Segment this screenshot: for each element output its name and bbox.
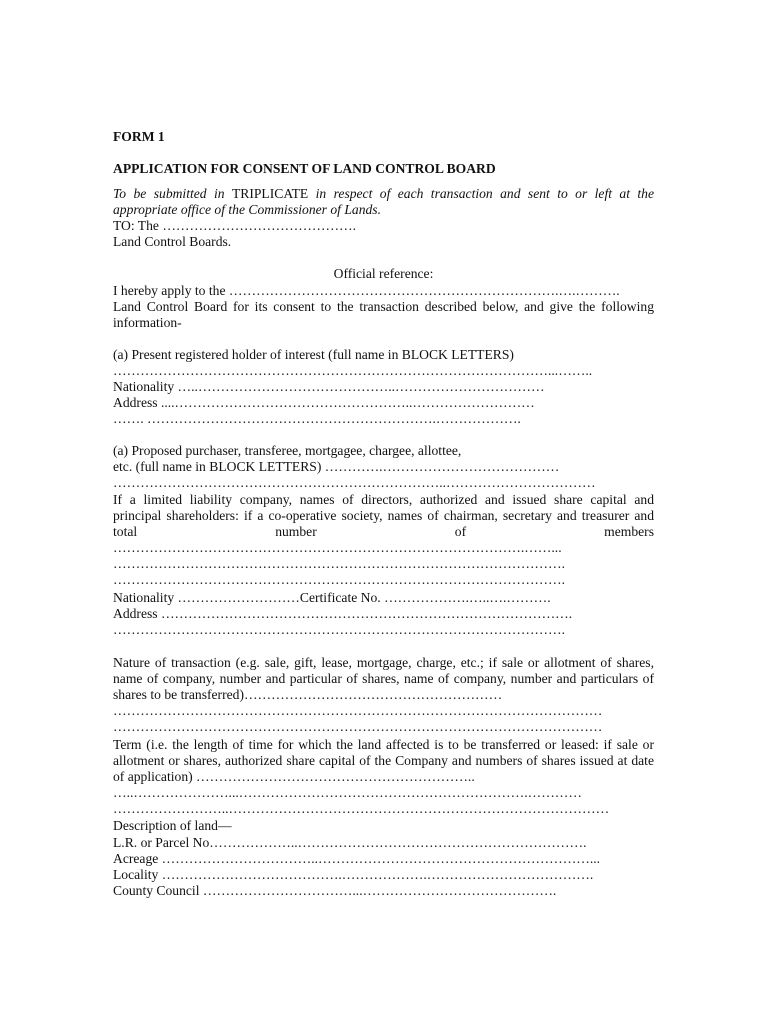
nature-dots-2: ……………………………………………………………………………………………… [113, 719, 603, 734]
holder-dots-2: ……. ……………………………………………………….………………. [113, 411, 521, 426]
term-line-1: Term (i.e. the length of time for which the land affected is to be transferred or leased: if sale or [113, 737, 654, 752]
term-line-2: allotment or shares, authorized share capital of the Company and numbers of shares issued at date [113, 753, 654, 768]
purchaser-line-2: etc. (full name in BLOCK LETTERS) ………….………………………………… [113, 459, 560, 474]
nature-line-3: shares to be transferred)………………………………………………… [113, 687, 503, 702]
purchaser-line-1: (a) Proposed purchaser, transferee, mortgagee, chargee, allottee, [113, 443, 462, 458]
purchaser-address: Address ………………………………………………………………………………. [113, 606, 573, 621]
land-heading: Description of land— [113, 818, 232, 833]
land-lr-parcel: L.R. or Parcel No………………..………………………………………………………. [113, 835, 587, 850]
holder-dots-1: ……………………………………………………………………………………...…….. [113, 363, 593, 378]
company-line-1: If a limited liability company, names of directors, authorized and issued share capital and [113, 492, 654, 507]
land-acreage: Acreage ……………………………..……………………………………………………... [113, 851, 601, 866]
form-number: FORM 1 [113, 129, 165, 144]
purchaser-dots-3: ………………………………………………………………………………………. [113, 556, 565, 571]
term-dots-2: ……………………..………………………………………………………………………… [113, 801, 610, 816]
intro-line-2: appropriate office of the Commissioner of Lands. [113, 202, 381, 217]
apply-line-3: information- [113, 315, 182, 330]
nature-line-2: name of company, number and particular of shares, name of company, number and particulars of [113, 671, 654, 686]
purchaser-dots-2: ……………………………………………………………………………….……... [113, 540, 562, 555]
holder-address: Address ....……………………………………………..……………………… [113, 395, 535, 410]
purchaser-dots-1: ………………………………………………………………..…………………………… [113, 475, 596, 490]
land-locality: Locality ………………………………….……………….………………………………. [113, 867, 594, 882]
company-line-3: total number of members [113, 524, 654, 539]
purchaser-dots-5: ………………………………………………………………………………………. [113, 622, 565, 637]
term-dots-1: …..…………………...……………………………………………………….………… [113, 785, 582, 800]
nature-line-1: Nature of transaction (e.g. sale, gift, lease, mortgage, charge, etc.; if sale or allotment of shares, [113, 655, 654, 670]
purchaser-dots-4: ………………………………………………………………………………………. [113, 572, 565, 587]
holder-heading: (a) Present registered holder of interest (full name in BLOCK LETTERS) [113, 347, 514, 362]
term-line-3: of application) …………………………………………………….. [113, 769, 475, 784]
intro-line-1: To be submitted in TRIPLICATE in respect of each transaction and sent to or left at the [113, 186, 654, 201]
holder-nationality: Nationality …..……………………………………..…………………………… [113, 379, 545, 394]
company-line-2: principal shareholders: if a co-operative society, names of chairman, secretary and treasurer and [113, 508, 654, 523]
purchaser-nationality: Nationality ………………………Certificate No. ……………….…..….………. [113, 590, 551, 605]
land-county-council: County Council ……………………………...……………………………………. [113, 883, 557, 898]
form-title: APPLICATION FOR CONSENT OF LAND CONTROL BOARD [113, 161, 496, 176]
apply-line-1: I hereby apply to the ……………………………………………………………….….………. [113, 283, 620, 298]
nature-dots-1: ……………………………………………………………………………………………… [113, 703, 603, 718]
board-line: Land Control Boards. [113, 234, 232, 249]
official-reference: Official reference: [333, 266, 434, 281]
apply-line-2: Land Control Board for its consent to the transaction described below, and give the following [113, 299, 654, 314]
to-line: TO: The ……………………………………. [113, 218, 357, 233]
